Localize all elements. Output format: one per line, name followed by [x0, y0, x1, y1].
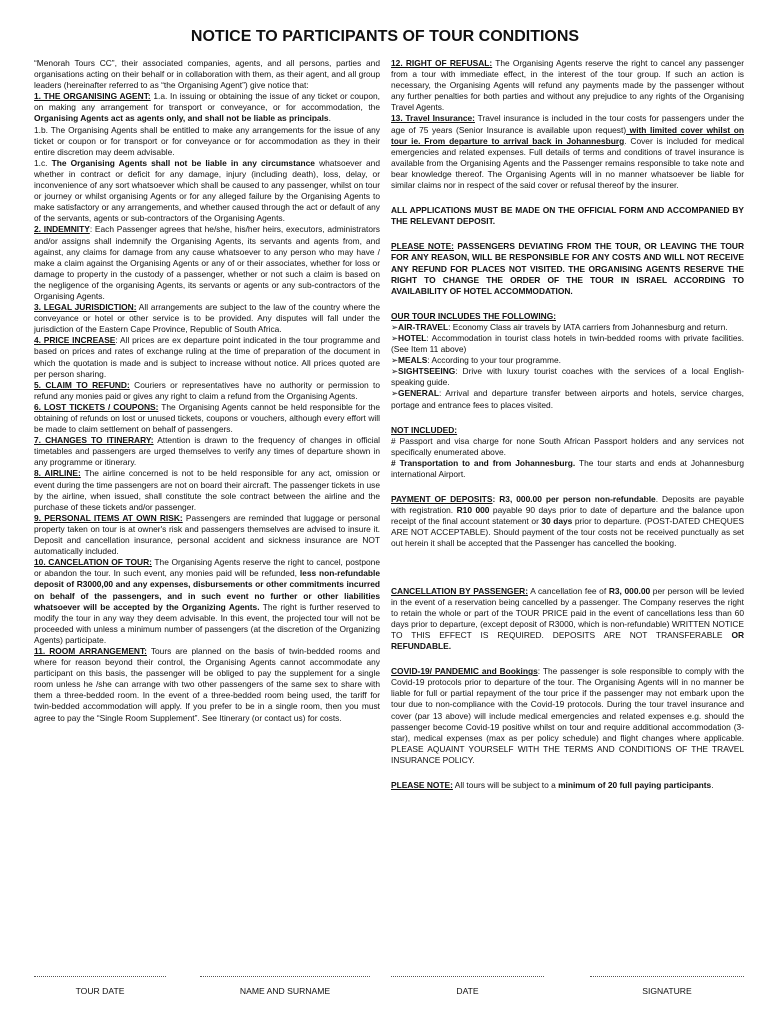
not-included-transport: # Transportation to and from Johannesburg. The tour starts and ends at Johannesburg international Airport.	[391, 457, 744, 479]
section-7: 7. CHANGES TO ITINERARY: Attention is drawn to the frequency of changes in official timetables and passengers are urged themselves to verify any times of departure shown in any programme or itinerary.	[34, 435, 380, 468]
date-line[interactable]	[391, 976, 544, 977]
not-included-passport: # Passport and visa charge for none South African Passport holders and any services not specifically enumerated above.	[391, 435, 744, 457]
section-10: 10. CANCELATION OF TOUR: The Organising Agents reserve the right to cancel, postpone or abandon the tour. In such event, any monies paid will be refunded, less non-refundable deposit of R3000,00 and any expenses, disbursements or other commitments incurred on behalf of the passengers, and in such event no further or other liabilities whatsoever will be accepted by the Organizing Agents. The right is further reserved to modify the tour in any way they deem advisable. In this event, the projected tour will not be proceeded with unless a minimum number of passengers (at the discretion of the Organizing Agents) participate.	[34, 557, 381, 645]
covid-section: COVID-19/ PANDEMIC and Bookings: The passenger is sole responsible to comply with the Covid-19 protocols prior to departure of the tour. The Organising Agents will in no manner be liable for full or partial repayment of the tour price if the passenger may not embark upon the tour due to non-compliance with the Covid-19 protocols. During the tour travel insurance and cover (par 13 above) will include medical emergencies and related expenses e.g. should the passenger become Covid-19 positive whilst on tour and require additional accommodation (3-star), medical expenses (max as per policy schedule) and flight changes where applicable. PLEASE AQUAINT YOURSELF WITH THE TERMS AND CONDITIONS OF THE TRAVEL INSURANCE POLICY.	[391, 666, 744, 765]
includes-heading: OUR TOUR INCLUDES THE FOLLOWING:	[391, 310, 557, 321]
section-2: 2. INDEMNITY: Each Passenger agrees that he/she, his/her heirs, executors, administrators and/or assigns shall indemnify the Organising Agents, its servants and agents from, and against, any claims for damage from any cause whatsoever to any person who may have / make a claim against the Organising Agents or any of or their associates, whether for loss or damage to property in the custody of a passenger, whether or not such a claim is based on the negligence of the organising Agents, its servants or agents or any sub-contractors of the Organising Agents.	[34, 224, 380, 301]
section-11: 11. ROOM ARRANGEMENT: Tours are planned on the basis of twin-bedded rooms and where for reason beyond their control, the Organising Agents cannot accommodate any participant on this basis, the passenger will be obliged to pay the supplement for a single room unless he /she can arrange with two other passengers of the same sex to share with them a three-bedded room. In the event of a three-bedded room being used, the tariff for twin-bedded accommodation will apply. If you prefer to be in a single room, then you must agree to pay the “Single Room Supplement”. See Itinerary (or contact us) for costs.	[34, 645, 380, 723]
tour-date-line[interactable]	[34, 976, 166, 977]
section-9: 9. PERSONAL ITEMS AT OWN RISK: Passengers are reminded that luggage or personal property taken on tour is at owner's risk and passengers themselves are advised to insure it. Deposit and cancellation insurance, personal accident and sickness insurance are NOT automatically included.	[34, 512, 380, 557]
section-5: 5. CLAIM TO REFUND: Couriers or representatives have no authority or permission to refund any monies paid or gives any right to claim a refund from the Organising Agents.	[34, 379, 380, 401]
cancellation-by-passenger: CANCELLATION BY PASSENGER: A cancellation fee of R3, 000.00 per person will be levied in the event of a reservation being cancelled by a passenger. The Company reserves the right to retain the whole or part of the TOUR PRICE paid in the event of cancellations less than 60 days prior to departure, (except deposit of R3000, which is non-refundable) WRITTEN NOTICE TO THIS EFFECT IS REQUIRED. DEPOSITS ARE NOT TRANSFERABLE OR REFUNDABLE.	[391, 585, 744, 652]
section-8: 8. AIRLINE: The airline concerned is not to be held responsible for any act, omission or event during the time passengers are not on board their aircraft. The passenger tickets in use by the airline, when issued, shall constitute the sole contract between the airline and the purchase of these tickets and/or passenger.	[34, 468, 380, 512]
applications-notice: ALL APPLICATIONS MUST BE MADE ON THE OFFICIAL FORM AND ACCOMPANIED BY THE RELEVANT DEPOSIT.	[391, 205, 744, 227]
deviation-notice: PLEASE NOTE: PASSENGERS DEVIATING FROM THE TOUR, OR LEAVING THE TOUR FOR ANY REASON, WILL BE RESPONSIBLE FOR ANY COSTS AND WILL NOT RECEIVE ANY REFUND FOR PLACES NOT VISITED. THE ORGANISING AGENTS RESERVE THE RIGHT TO CHANGE THE ORDER OF THE TOUR IN ISRAEL ACCORDING TO AVAILABILITY OF HOTEL ACCOMMODATION.	[391, 241, 744, 296]
include-air-travel: ➢ AIR-TRAVEL: Economy Class air travels by IATA carriers from Johannesburg and return.	[391, 322, 744, 333]
section-4: 4. PRICE INCREASE: All prices are ex departure point indicated in the tour programme and based on prices and rates of exchange ruling at the time of preparation of the document in which the quotation is made and is subject to increase without notice. All prices quoted are per person sharing.	[34, 335, 381, 379]
date-label: DATE	[456, 986, 479, 996]
include-sightseeing: ➢ SIGHTSEEING: Drive with luxury tourist coaches with the services of a local English-speaking guide.	[391, 366, 744, 388]
signature-line[interactable]	[590, 976, 744, 977]
section-1b: 1.b. The Organising Agents shall be entitled to make any arrangements for the issue of any ticket or coupon or for transport or for conveyance or for accommodation as they in their entire discretion may deem advisable.	[34, 124, 380, 157]
include-meals: ➢ MEALS: According to your tour programme.	[391, 355, 744, 366]
right-column	[391, 58, 744, 791]
section-3: 3. LEGAL JURISDICTION: All arrangements are subject to the law of the country where the conveyance or hotel or other service is to be provided. Any disputes will fall under the jurisdiction of the Eastern Cape Province, Republic of South Africa.	[34, 302, 380, 335]
include-hotel: ➢ HOTEL: Accommodation in tourist class hotels in twin-bedded rooms with private facilities. (See Item 11 above)	[391, 333, 744, 355]
page-title: NOTICE TO PARTICIPANTS OF TOUR CONDITIONS	[190, 28, 580, 45]
tour-date-label: TOUR DATE	[75, 986, 125, 996]
name-surname-label: NAME AND SURNAME	[239, 986, 331, 996]
left-column	[34, 58, 380, 724]
section-1c: 1.c. The Organising Agents shall not be liable in any circumstance whatsoever and whether in contract or deficit for any damage, injury (including death), loss, delay, or inconvenience of any sort whatsoever which shall be caused to any passenger, whilst on tour or journey or whilst organising Agents or for any alleged failure by the Organising Agents to make satisfactory or any arrangements, and whether caused through the act or default of any of the servants, agents or sub-contractors of the Organising Agents.	[34, 157, 380, 224]
payment-of-deposits: PAYMENT OF DEPOSITS: R3, 000.00 per person non-refundable. Deposits are payable with registration. R10 000 payable 90 days prior to date of departure and the balance upon receipt of the final account statement or 30 days prior to departure. (POST-DATED CHEQUES ARE NOT ACCEPTABLE). Should payment of the tour costs not be received punctually as set out herein it shall be accepted that the Passenger has cancelled the booking.	[391, 494, 744, 549]
intro-paragraph: “Menorah Tours CC”, their associated companies, agents, and all persons, parties and organisations acting on their behalf or in collaboration with them, as their agent, and all group leaders (hereinafter referred to as “the Organising Agent”) give notice that:	[34, 58, 380, 91]
signature-label: SIGNATURE	[642, 986, 692, 996]
section-13: 13. Travel Insurance: Travel insurance is included in the tour costs for passengers under the age of 75 years (Senior Insurance is available upon request) with limited cover whilst on tour ie. From departure to arrival back in Johannesburg. Cover is included for medical emergencies and related expenses. Full details of terms and conditions of travel insurance is available from the Organising Agents and the Passenger remains responsible to take note and bear knowledge thereof. The Organising Agents will in no manner whatsoever be liable for similar claims nor in respect of the said cover or refusal thereof by the insurer.	[391, 113, 744, 191]
section-6: 6. LOST TICKETS / COUPONS: The Organising Agents cannot be held responsible for the obtaining of refunds on lost or unused tickets, coupons or vouchers, although every effort will be made to claim settlement on behalf of passengers.	[34, 401, 380, 435]
not-included-heading: NOT INCLUDED:	[391, 424, 458, 435]
name-surname-line[interactable]	[200, 976, 370, 977]
include-general: ➢ GENERAL: Arrival and departure transfer between airports and hotels, service charges, portage and entrance fees to places visited.	[391, 388, 744, 410]
section-12: 12. RIGHT OF REFUSAL: The Organising Agents reserve the right to cancel any passenger from a tour with immediate effect, in the interest of the tour group. If such an action is necessary, the Organising Agents will refund any payments made by the passenger without any further penalties for both parties and without any prejudice to any rights of the Organising Travel Agents.	[391, 58, 744, 113]
minimum-participants-note: PLEASE NOTE: All tours will be subject to a minimum of 20 full paying participants.	[391, 779, 714, 790]
section-1: 1. THE ORGANISING AGENT: 1.a. In issuing or obtaining the issue of any ticket or coupon, on making any arrangement for transport or conveyance, or for accommodation, the Organising Agents act as agents only, and shall not be liable as principals.	[34, 91, 380, 124]
